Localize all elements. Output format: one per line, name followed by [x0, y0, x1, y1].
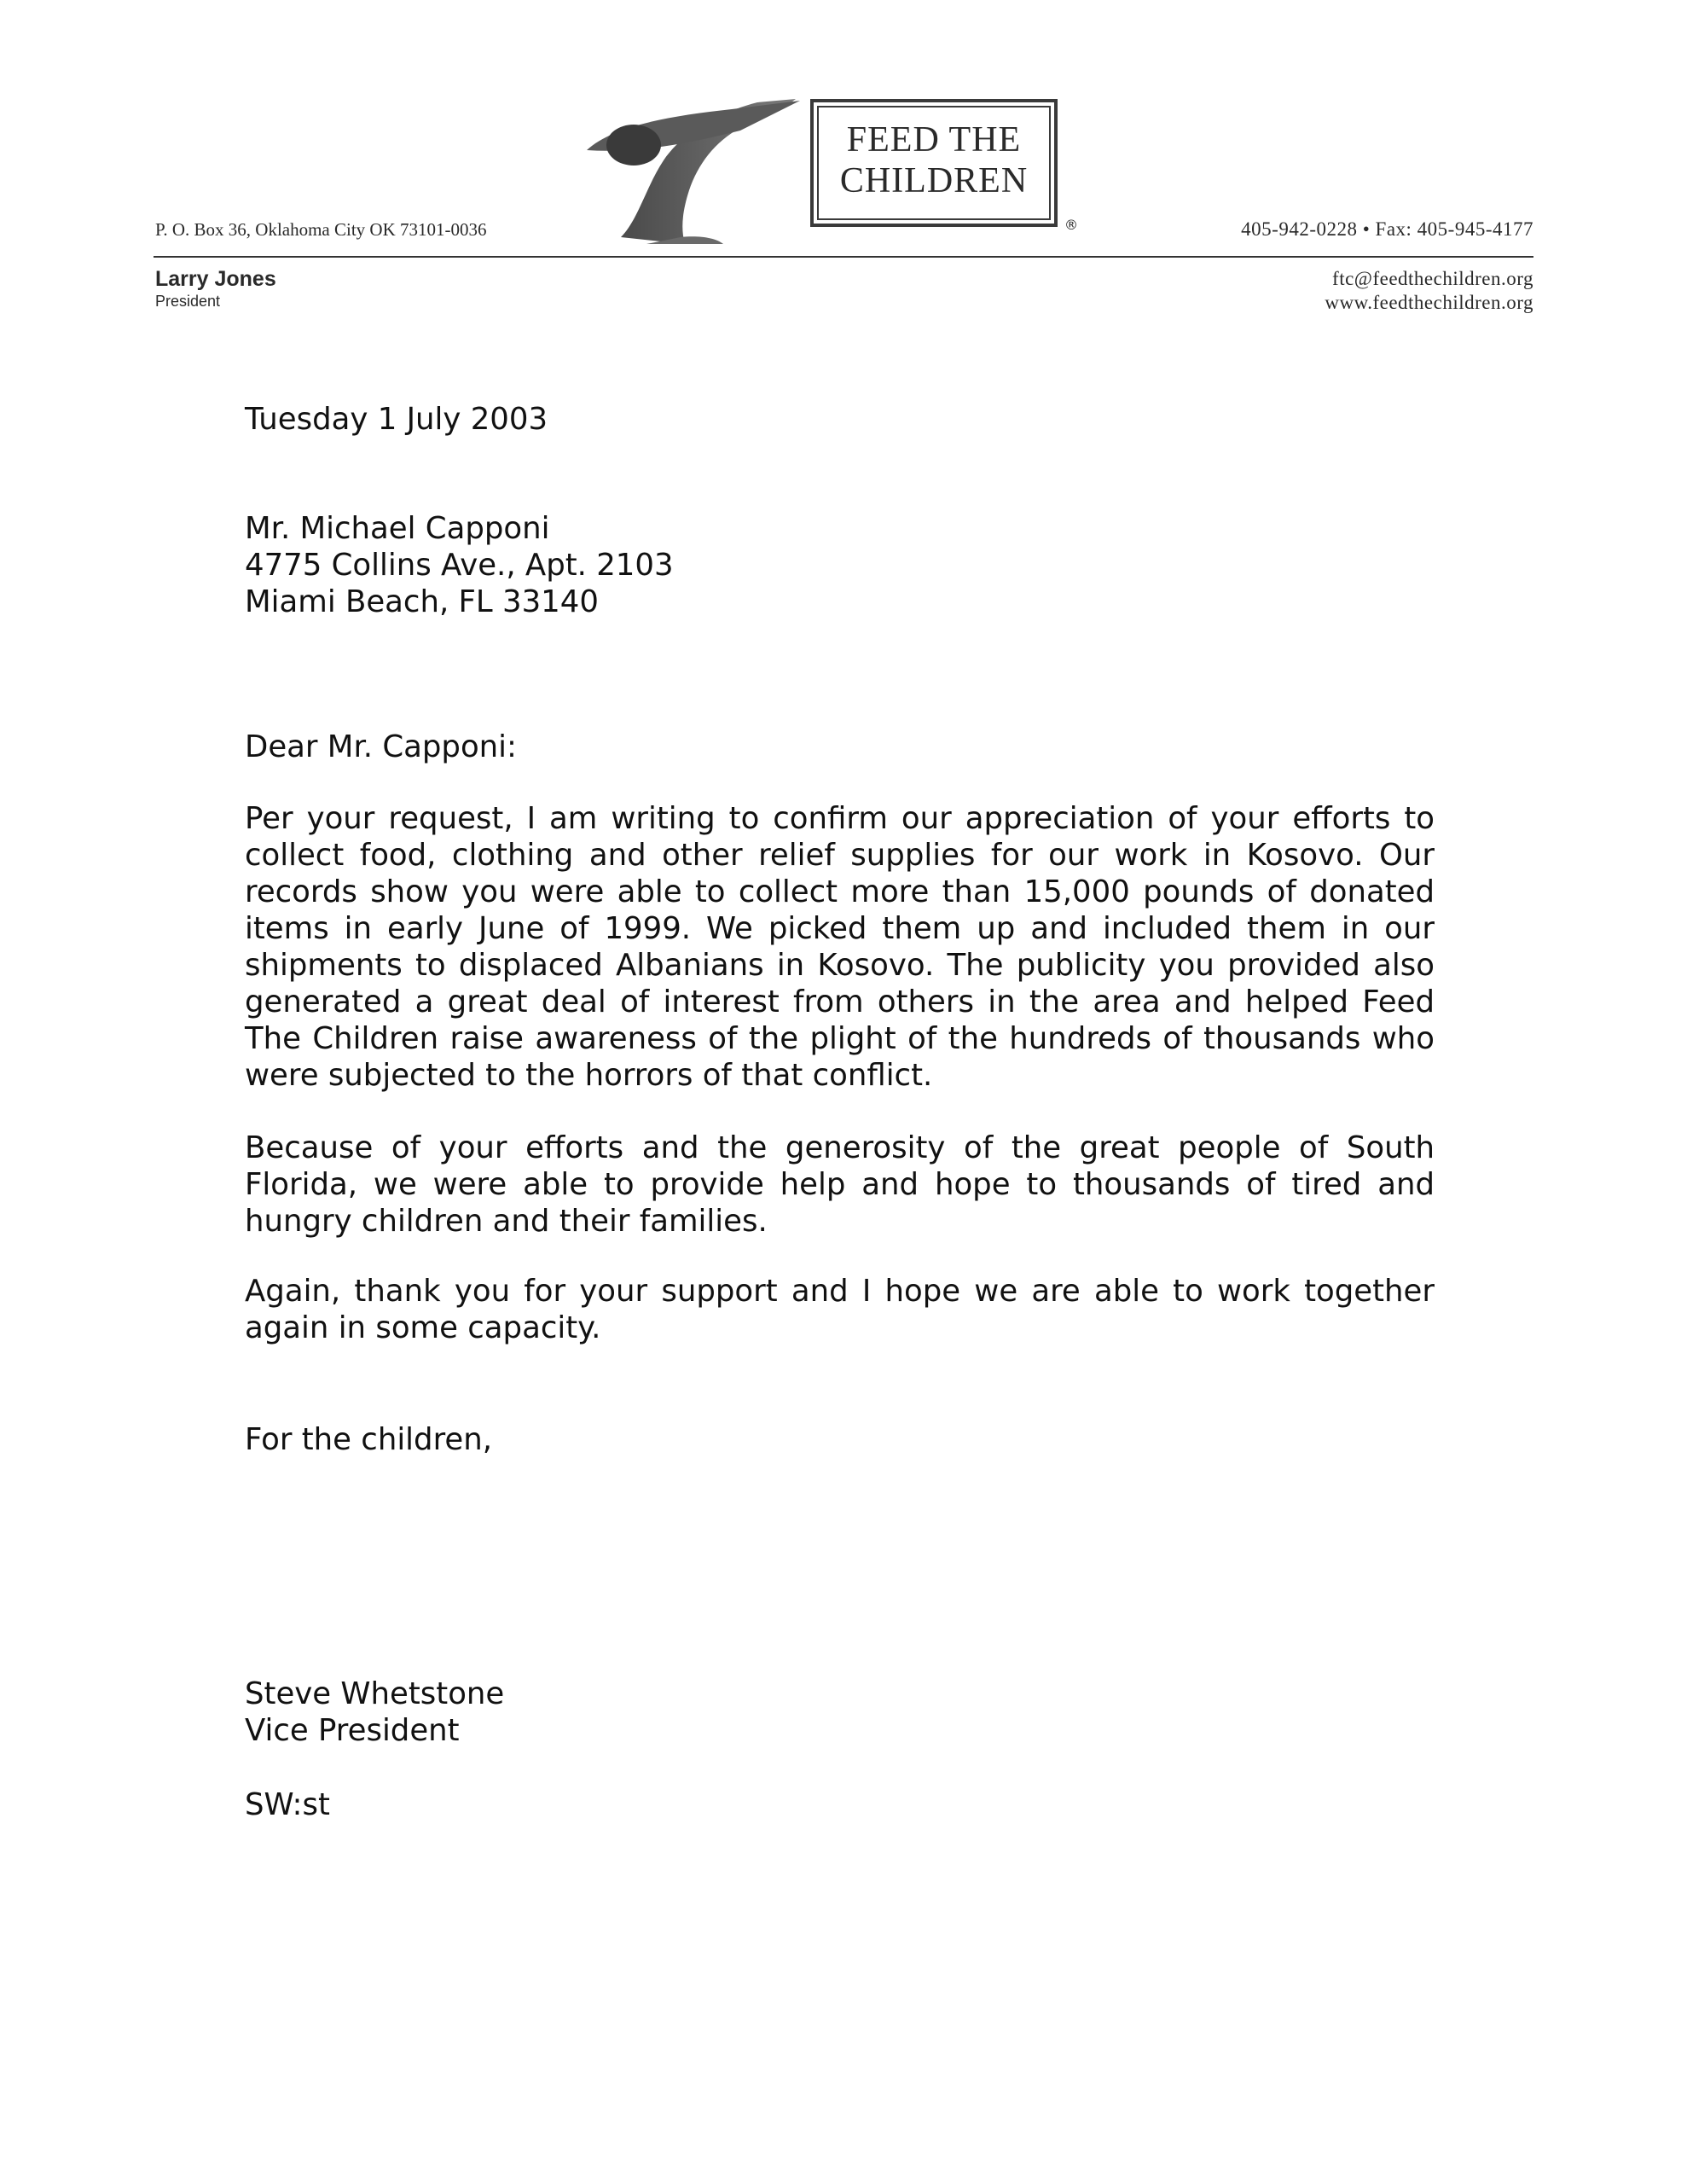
- reference-initials: SW:st: [245, 1787, 330, 1822]
- registered-mark: ®: [1064, 217, 1078, 233]
- signer-title: Vice President: [245, 1713, 460, 1748]
- logo-line-1: FEED THE: [846, 120, 1022, 160]
- letterhead-email: ftc@feedthechildren.org: [1332, 268, 1533, 289]
- body-paragraph-1: Per your request, I am writing to confirm our appreciation of your efforts to collect food, clothing and other relief supplies for our work in Kosovo. Our records show you were able to collect more than 15,000 pounds of donated items in early June of 1999. We picked them up and included them in our shipments to displaced Albanians in Kosovo. The publicity you provided also generated a great deal of interest from others in the area and helped Feed The Children raise awareness of the plight of the hundreds of thousands who were subjected to the horrors of that conflict.: [245, 801, 1435, 1093]
- recipient-city: Miami Beach, FL 33140: [245, 584, 599, 619]
- president-title: President: [155, 293, 221, 310]
- letterhead-divider: [154, 256, 1533, 258]
- recipient-street: 4775 Collins Ave., Apt. 2103: [245, 548, 674, 583]
- recipient-name: Mr. Michael Capponi: [245, 511, 550, 546]
- closing: For the children,: [245, 1422, 493, 1457]
- letterhead-website: www.feedthechildren.org: [1325, 292, 1533, 313]
- logo-wordmark-box: [810, 99, 1058, 227]
- letter-date: Tuesday 1 July 2003: [245, 402, 548, 437]
- president-name: Larry Jones: [155, 267, 276, 291]
- signer-name: Steve Whetstone: [245, 1676, 505, 1711]
- signature-block: [245, 1676, 504, 1749]
- logo-line-2: CHILDREN: [839, 161, 1029, 200]
- salutation: Dear Mr. Capponi:: [245, 729, 517, 764]
- letterhead-phone-fax: 405-942-0228 • Fax: 405-945-4177: [1241, 218, 1533, 240]
- feed-the-children-emblem-icon: [587, 92, 810, 254]
- body-paragraph-2: Because of your efforts and the generosity of the great people of South Florida, we were able to provide help and hope to thousands of tired and hungry children and their families.: [245, 1130, 1435, 1239]
- letterhead-address: P. O. Box 36, Oklahoma City OK 73101-0036: [155, 219, 487, 240]
- body-paragraph-3: Again, thank you for your support and I hope we are able to work together again in some capacity.: [245, 1274, 1435, 1345]
- recipient-address: [245, 510, 674, 620]
